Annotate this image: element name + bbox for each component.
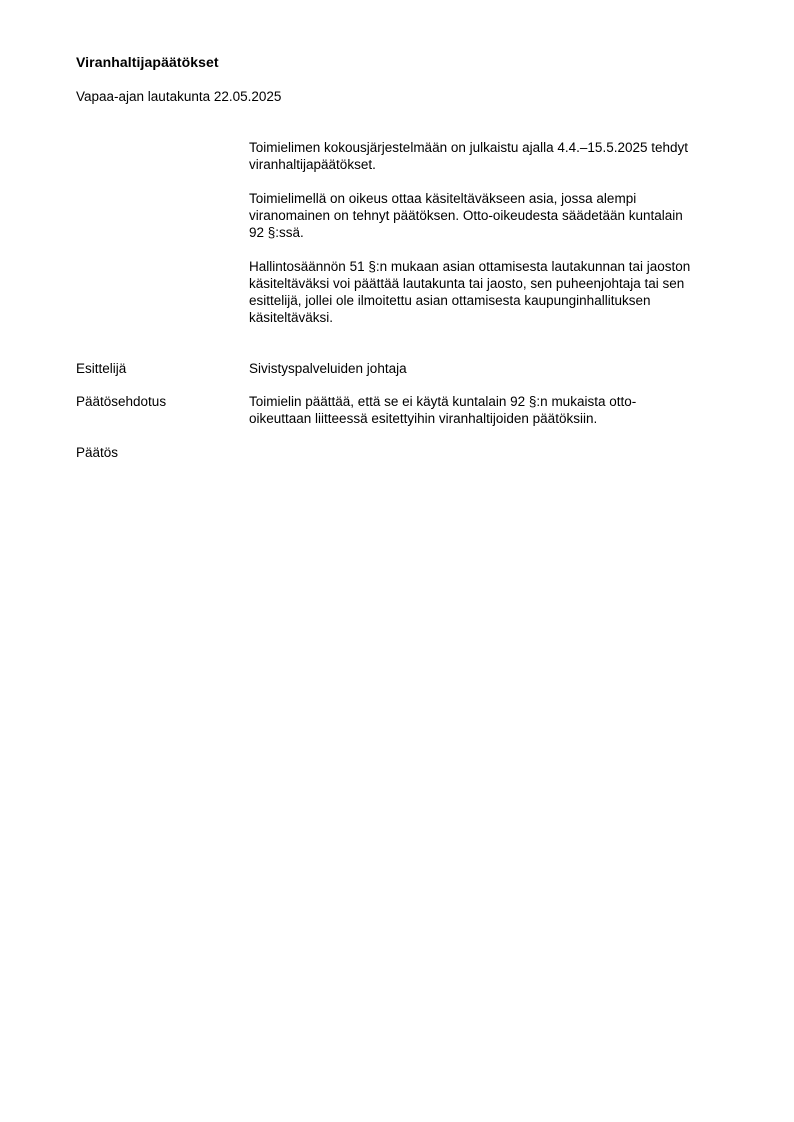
meeting-info: Vapaa-ajan lautakunta 22.05.2025	[76, 89, 282, 104]
document-title: Viranhaltijapäätökset	[76, 54, 219, 70]
proposal-label: Päätösehdotus	[76, 394, 167, 409]
paragraph-administrative-rule: Hallintosäännön 51 §:n mukaan asian ottamisesta lautakunnan tai jaoston käsiteltäväksi voi päättää lautakunta tai jaosto, sen puheenjohtaja tai sen esittelijä, jollei ole ilmoitettu asian ottamisesta kaupunginhallituksen käsiteltäväksi.	[249, 259, 691, 325]
proposal-value: Toimielin päättää, että se ei käytä kuntalain 92 §:n mukaista otto- oikeuttaan liitteessä esitettyihin viranhaltijoiden päätöksiin.	[249, 394, 637, 426]
presenter-label: Esittelijä	[76, 361, 127, 376]
decision-label: Päätös	[76, 445, 119, 460]
paragraph-right-to-take: Toimielimellä on oikeus ottaa käsiteltäväkseen asia, jossa alempi viranomainen on tehnyt päätöksen. Otto-oikeudesta säädetään kuntalain 92 §:ssä.	[249, 191, 683, 240]
paragraph-publication: Toimielimen kokousjärjestelmään on julkaistu ajalla 4.4.–15.5.2025 tehdyt viranhaltijapäätökset.	[249, 140, 689, 172]
presenter-value: Sivistyspalveluiden johtaja	[249, 361, 407, 376]
